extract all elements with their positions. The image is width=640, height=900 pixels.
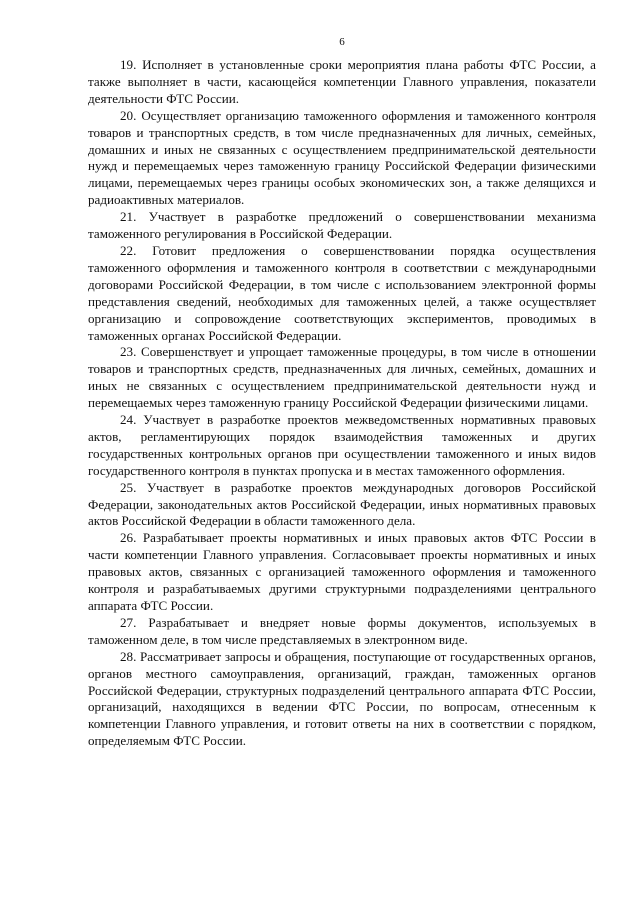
- paragraph-text: Готовит предложения о совершенствовании порядка осуществления таможенного оформления и таможенного контроля в соответствии с международными договорами Российской Федерации, в том числе с использованием электронной формы представления сведений, необходимых для таможенных целей, а также осуществляет организацию и сопровождение соответствующих экспериментов, проводимых в таможенных органах Российской Федерации.: [88, 242, 596, 343]
- paragraph-number: 19.: [120, 57, 137, 72]
- page-number: 6: [339, 36, 345, 48]
- paragraph-number: 20.: [120, 107, 137, 123]
- paragraph-number: 26.: [120, 530, 137, 546]
- paragraph-24: [88, 412, 596, 480]
- paragraph-23: [88, 344, 596, 412]
- paragraph-text: Совершенствует и упрощает таможенные процедуры, в том числе в отношении товаров и транспортных средств, предназначенных для личных, семейных, домашних и иных не связанных с осуществлением предпринимательской деятельности нужд и перемещаемых через таможенную границу Российской Федерации физическими лицами.: [88, 344, 597, 411]
- paragraph-28: [88, 649, 596, 750]
- paragraph-20: [88, 108, 596, 209]
- paragraph-number: 28.: [120, 648, 137, 664]
- paragraph-number: 25.: [120, 479, 137, 495]
- paragraph-text: Рассматривает запросы и обращения, поступающие от государственных органов, органов местного самоуправления, организаций, граждан, таможенных органов Российской Федерации, структурных подразделений центрального аппарата ФТС России, организаций, находящихся в ведении ФТС России, по вопросам, отнесенным к компетенции Главного управления, и готовит ответы на них в соответствии с порядком, определяемым ФТС России.: [88, 648, 597, 749]
- paragraph-text: Участвует в разработке проектов международных договоров Российской Федерации, законодательных актов Российской Федерации, иных нормативных правовых актов Российской Федерации в области таможенного дела.: [88, 479, 596, 529]
- paragraph-number: 24.: [120, 412, 137, 428]
- paragraph-19: [88, 57, 596, 108]
- paragraph-text: Участвует в разработке предложений о совершенствовании механизма таможенного регулирования в Российской Федерации.: [88, 209, 596, 242]
- paragraph-text: Участвует в разработке проектов межведомственных нормативных правовых актов, регламентирующих порядок взаимодействия таможенных и других государственных контрольных органов при осуществлении таможенного и иных видов государственного контроля в пунктах пропуска и в местах таможенного оформления.: [88, 412, 597, 478]
- paragraph-number: 27.: [120, 614, 137, 630]
- paragraph-number: 21.: [120, 209, 137, 225]
- paragraph-text: Разрабатывает и внедряет новые формы документов, используемых в таможенном деле, в том числе представляемых в электронном виде.: [88, 614, 596, 647]
- paragraph-25: [88, 480, 596, 531]
- paragraph-21: [88, 209, 596, 243]
- paragraph-text: Осуществляет организацию таможенного оформления и таможенного контроля товаров и транспортных средств, в том числе предназначенных для личных, семейных, домашних и иных не связанных с осуществлением предпринимательской деятельности нужд и перемещаемых через таможенную границу Российской Федерации физическими лицами, перемещаемых через границы особых экономических зон, а также делящихся и радиоактивных материалов.: [88, 107, 596, 208]
- paragraph-text: Разрабатывает проекты нормативных и иных правовых актов ФТС России в части компетенции Главного управления. Согласовывает проекты нормативных и иных правовых актов, связанных с организацией таможенного оформления и таможенного контроля и разрабатываемых другими структурными подразделениями центрального аппарата ФТС России.: [88, 530, 596, 613]
- paragraph-22: [88, 243, 596, 344]
- paragraph-number: 22.: [120, 242, 137, 258]
- paragraph-text: Исполняет в установленные сроки мероприятия плана работы ФТС России, а также выполняет в части, касающейся компетенции Главного управления, показатели деятельности ФТС России.: [88, 57, 596, 106]
- paragraph-26: [88, 530, 596, 615]
- paragraph-27: [88, 615, 596, 649]
- paragraph-number: 23.: [120, 344, 137, 360]
